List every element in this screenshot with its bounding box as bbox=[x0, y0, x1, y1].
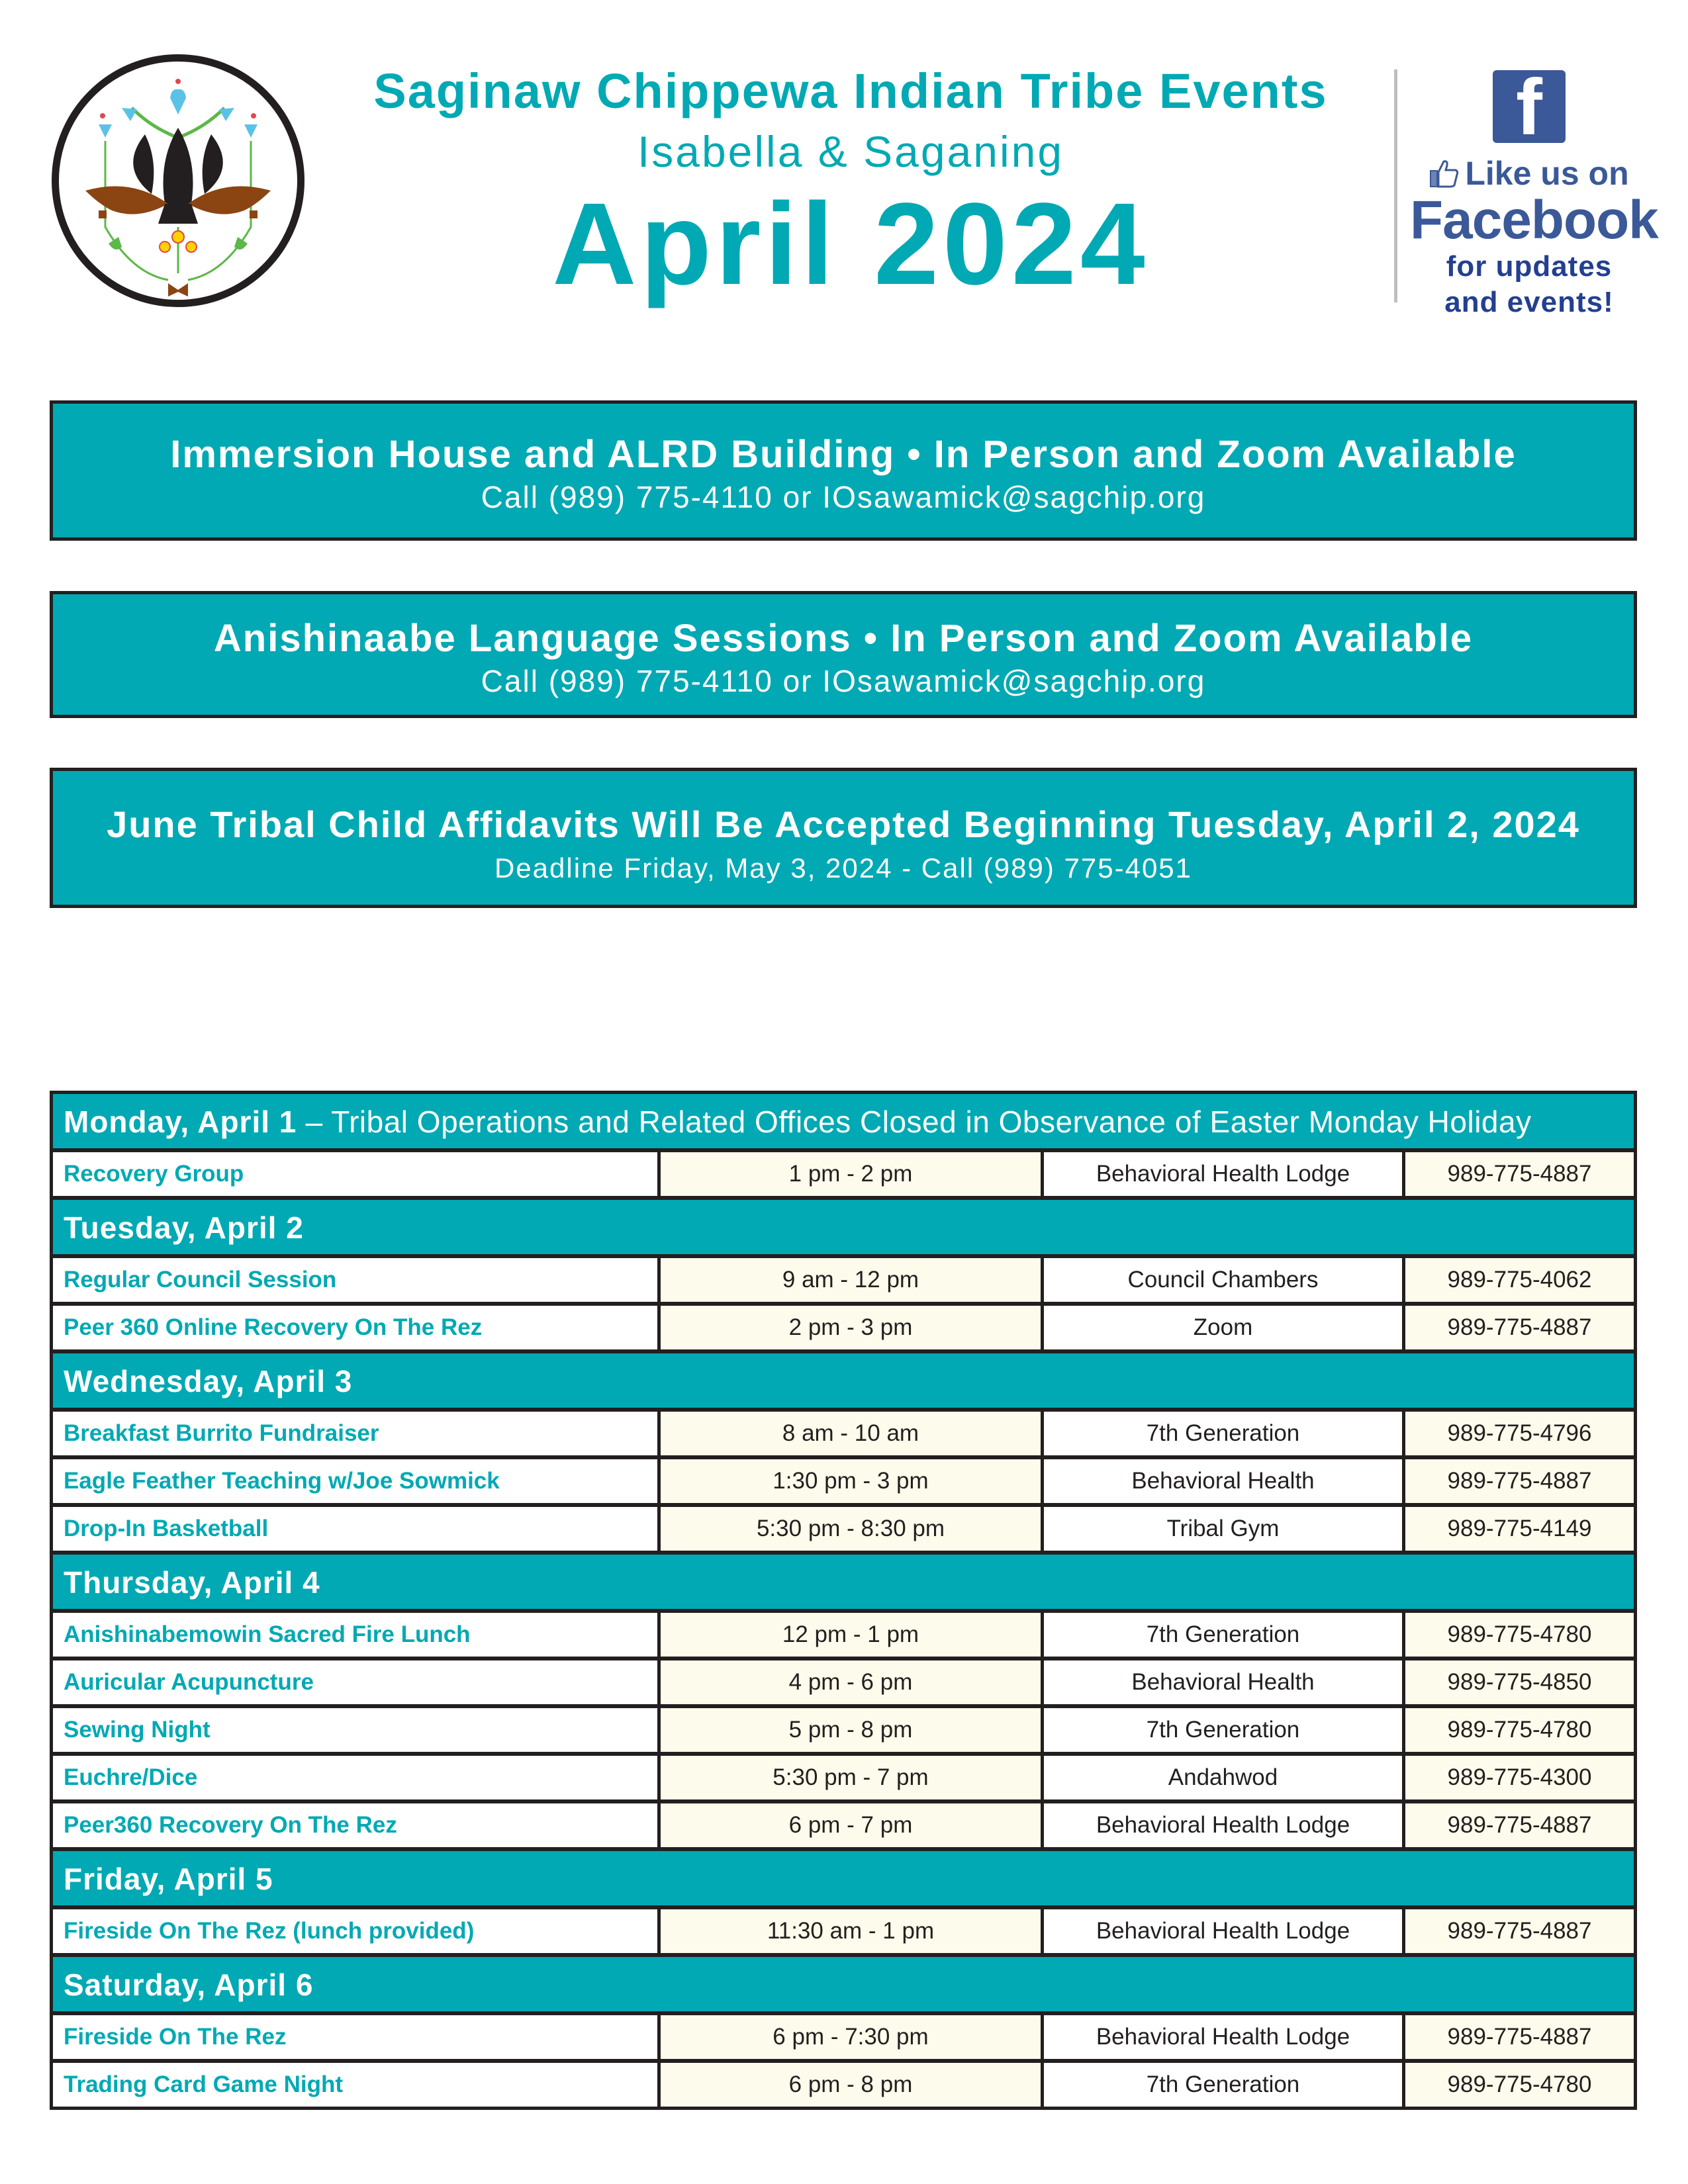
event-time: 6 pm - 7 pm bbox=[661, 1803, 1044, 1847]
event-time: 5:30 pm - 7 pm bbox=[661, 1756, 1044, 1799]
event-name: Fireside On The Rez bbox=[53, 2015, 661, 2059]
day-label: Wednesday, April 3 bbox=[64, 1364, 353, 1398]
table-row bbox=[53, 1756, 1634, 1803]
event-phone: 989-775-4887 bbox=[1405, 1459, 1634, 1503]
event-location: 7th Generation bbox=[1044, 1613, 1405, 1657]
page-header bbox=[318, 60, 1383, 307]
banner-title: June Tribal Child Affidavits Will Be Accepted Beginning Tuesday, April 2, 2024 bbox=[107, 803, 1580, 845]
event-phone: 989-775-4062 bbox=[1405, 1258, 1634, 1302]
like-us-on-text: Like us on bbox=[1465, 155, 1629, 192]
table-row bbox=[53, 1803, 1634, 1851]
event-name: Peer360 Recovery On The Rez bbox=[53, 1803, 661, 1847]
events-schedule-table bbox=[50, 1091, 1637, 2110]
event-time: 12 pm - 1 pm bbox=[661, 1613, 1044, 1657]
banner-title: Immersion House and ALRD Building • In Person and Zoom Available bbox=[170, 433, 1517, 476]
banner-deadline: Deadline Friday, May 3, 2024 - Call (989) 775-4051 bbox=[494, 852, 1193, 884]
event-time: 8 am - 10 am bbox=[661, 1412, 1044, 1455]
day-header-monday bbox=[53, 1094, 1634, 1152]
event-location: Behavioral Health Lodge bbox=[1044, 2015, 1405, 2059]
event-phone: 989-775-4850 bbox=[1405, 1661, 1634, 1704]
event-phone: 989-775-4887 bbox=[1405, 1152, 1634, 1196]
event-location: Behavioral Health Lodge bbox=[1044, 1152, 1405, 1196]
month-title: April 2024 bbox=[552, 179, 1149, 309]
table-row bbox=[53, 1258, 1634, 1306]
event-time: 5:30 pm - 8:30 pm bbox=[661, 1507, 1044, 1551]
facebook-f-icon[interactable]: f bbox=[1493, 70, 1566, 143]
child-affidavits-banner bbox=[50, 768, 1637, 908]
event-name: Eagle Feather Teaching w/Joe Sowmick bbox=[53, 1459, 661, 1503]
event-phone: 989-775-4300 bbox=[1405, 1756, 1634, 1799]
facebook-tagline-2: and events! bbox=[1444, 286, 1614, 318]
facebook-promo[interactable] bbox=[1410, 63, 1658, 320]
event-phone: 989-775-4887 bbox=[1405, 1909, 1634, 1953]
facebook-tagline-1: for updates bbox=[1446, 250, 1613, 283]
day-label: Friday, April 5 bbox=[64, 1862, 273, 1896]
event-time: 4 pm - 6 pm bbox=[661, 1661, 1044, 1704]
banner-contact[interactable]: Call (989) 775-4110 or IOsawamick@sagchip.org bbox=[481, 664, 1206, 698]
tribal-seal-graphic bbox=[59, 62, 297, 300]
event-phone: 989-775-4796 bbox=[1405, 1412, 1634, 1455]
table-row bbox=[53, 1507, 1634, 1555]
table-row bbox=[53, 1152, 1634, 1200]
day-header-friday bbox=[53, 1851, 1634, 1909]
facebook-like-line bbox=[1410, 155, 1648, 192]
language-sessions-banner bbox=[50, 591, 1637, 718]
event-phone: 989-775-4887 bbox=[1405, 2015, 1634, 2059]
event-location: Behavioral Health bbox=[1044, 1459, 1405, 1503]
event-time: 2 pm - 3 pm bbox=[661, 1306, 1044, 1349]
table-row bbox=[53, 2015, 1634, 2063]
day-label: Thursday, April 4 bbox=[64, 1565, 320, 1600]
day-label: Tuesday, April 2 bbox=[64, 1210, 304, 1245]
event-name: Recovery Group bbox=[53, 1152, 661, 1196]
table-row bbox=[53, 1708, 1634, 1756]
header-divider bbox=[1394, 69, 1397, 302]
day-label: Monday, April 1 bbox=[64, 1105, 297, 1139]
event-location: Zoom bbox=[1044, 1306, 1405, 1349]
event-name: Euchre/Dice bbox=[53, 1756, 661, 1799]
event-location: Tribal Gym bbox=[1044, 1507, 1405, 1551]
table-row bbox=[53, 1412, 1634, 1459]
event-location: Behavioral Health Lodge bbox=[1044, 1803, 1405, 1847]
event-phone: 989-775-4887 bbox=[1405, 1803, 1634, 1847]
event-phone: 989-775-4780 bbox=[1405, 2063, 1634, 2107]
event-time: 6 pm - 8 pm bbox=[661, 2063, 1044, 2107]
event-phone: 989-775-4780 bbox=[1405, 1708, 1634, 1752]
event-name: Sewing Night bbox=[53, 1708, 661, 1752]
day-label: Saturday, April 6 bbox=[64, 1968, 314, 2002]
event-phone: 989-775-4780 bbox=[1405, 1613, 1634, 1657]
event-name: Auricular Acupuncture bbox=[53, 1661, 661, 1704]
event-phone: 989-775-4149 bbox=[1405, 1507, 1634, 1551]
event-time: 11:30 am - 1 pm bbox=[661, 1909, 1044, 1953]
event-time: 1 pm - 2 pm bbox=[661, 1152, 1044, 1196]
thumbs-up-icon bbox=[1429, 159, 1460, 188]
banner-contact[interactable]: Call (989) 775-4110 or IOsawamick@sagchip.org bbox=[481, 480, 1206, 514]
event-name: Drop-In Basketball bbox=[53, 1507, 661, 1551]
table-row bbox=[53, 1459, 1634, 1507]
event-name: Breakfast Burrito Fundraiser bbox=[53, 1412, 661, 1455]
day-header-wednesday bbox=[53, 1353, 1634, 1412]
event-name: Regular Council Session bbox=[53, 1258, 661, 1302]
table-row bbox=[53, 1909, 1634, 1957]
event-location: Behavioral Health bbox=[1044, 1661, 1405, 1704]
event-location: Behavioral Health Lodge bbox=[1044, 1909, 1405, 1953]
immersion-house-banner bbox=[50, 400, 1637, 541]
event-location: Andahwod bbox=[1044, 1756, 1405, 1799]
event-location: 7th Generation bbox=[1044, 1708, 1405, 1752]
locations-subtitle: Isabella & Saganing bbox=[637, 127, 1064, 176]
table-row bbox=[53, 1661, 1634, 1708]
event-time: 5 pm - 8 pm bbox=[661, 1708, 1044, 1752]
event-time: 9 am - 12 pm bbox=[661, 1258, 1044, 1302]
tribal-seal-logo-icon bbox=[52, 54, 305, 307]
day-header-tuesday bbox=[53, 1200, 1634, 1258]
event-location: 7th Generation bbox=[1044, 1412, 1405, 1455]
org-title: Saginaw Chippewa Indian Tribe Events bbox=[373, 64, 1328, 118]
closure-note: – Tribal Operations and Related Offices Closed in Observance of Easter Monday Holiday bbox=[297, 1105, 1532, 1139]
event-time: 1:30 pm - 3 pm bbox=[661, 1459, 1044, 1503]
facebook-wordmark: Facebook bbox=[1410, 190, 1658, 250]
table-row bbox=[53, 1613, 1634, 1661]
event-name: Trading Card Game Night bbox=[53, 2063, 661, 2107]
event-phone: 989-775-4887 bbox=[1405, 1306, 1634, 1349]
event-name: Anishinabemowin Sacred Fire Lunch bbox=[53, 1613, 661, 1657]
day-header-saturday bbox=[53, 1957, 1634, 2015]
event-location: Council Chambers bbox=[1044, 1258, 1405, 1302]
event-time: 6 pm - 7:30 pm bbox=[661, 2015, 1044, 2059]
event-name: Fireside On The Rez (lunch provided) bbox=[53, 1909, 661, 1953]
day-header-thursday bbox=[53, 1555, 1634, 1613]
event-name: Peer 360 Online Recovery On The Rez bbox=[53, 1306, 661, 1349]
table-row bbox=[53, 1306, 1634, 1353]
table-row bbox=[53, 2063, 1634, 2107]
event-location: 7th Generation bbox=[1044, 2063, 1405, 2107]
banner-title: Anishinaabe Language Sessions • In Person and Zoom Available bbox=[213, 617, 1474, 660]
